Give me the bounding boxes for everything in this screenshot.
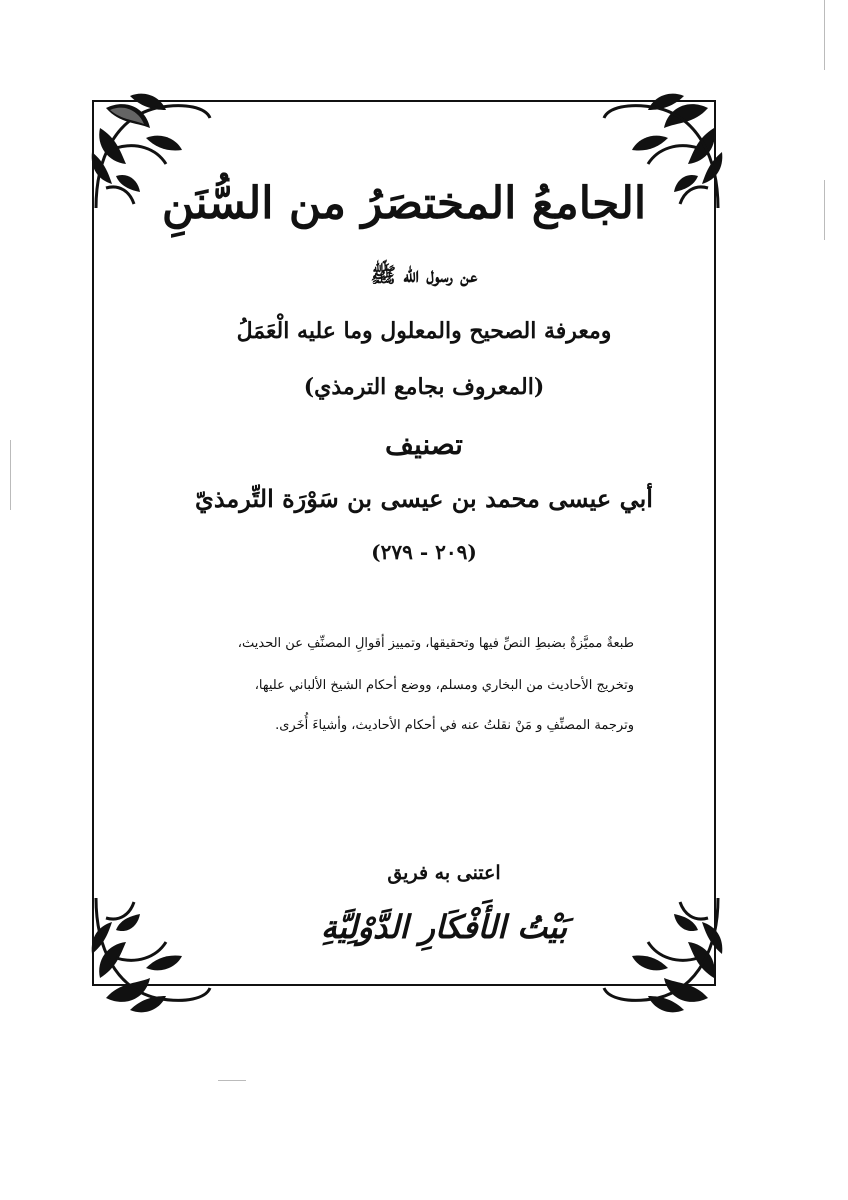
title-line-2: ومعرفة الصحيح والمعلول وما عليه الْعَمَلُ (236, 318, 612, 344)
book-title: الجامعُ المختصَرُ من السُّنَنِ (161, 178, 647, 229)
publisher-logo: بَيْتُ الأَفْكَارِ الدَّوْلِيَّةِ (320, 908, 568, 946)
care-label: اعتنى به فريق (387, 862, 501, 884)
description-line: وترجمة المصنِّفِ و مَنْ نقلتُ عنه في أحكام الأحاديث، وأشياءَ أُخَرى. (275, 718, 634, 733)
scan-mark-bottom (218, 1080, 246, 1081)
author-dates: (٢٠٩ - ٢٧٩) (371, 540, 477, 564)
author-name: أبي عيسى محمد بن عيسى بن سَوْرَة التِّرمذيّ (195, 484, 653, 513)
scan-edge-right (824, 0, 825, 70)
title-line-3: (المعروف بجامع الترمذي) (303, 374, 545, 400)
title-line-1: عن رسول الله ﷺ (370, 262, 478, 287)
description-line: طبعةٌ مميَّزةٌ بضبطِ النصِّ فيها وتحقيقها، وتمييز أقوالِ المصنِّفِ عن الحديث، (237, 636, 634, 651)
description-line: وتخريج الأحاديث من البخاري ومسلم، ووضع أحكام الشيخ الألباني عليها، (254, 678, 634, 693)
scan-edge-right-2 (824, 180, 825, 240)
authored-by-label: تصنيف (385, 428, 463, 461)
scan-edge-left (10, 440, 11, 510)
